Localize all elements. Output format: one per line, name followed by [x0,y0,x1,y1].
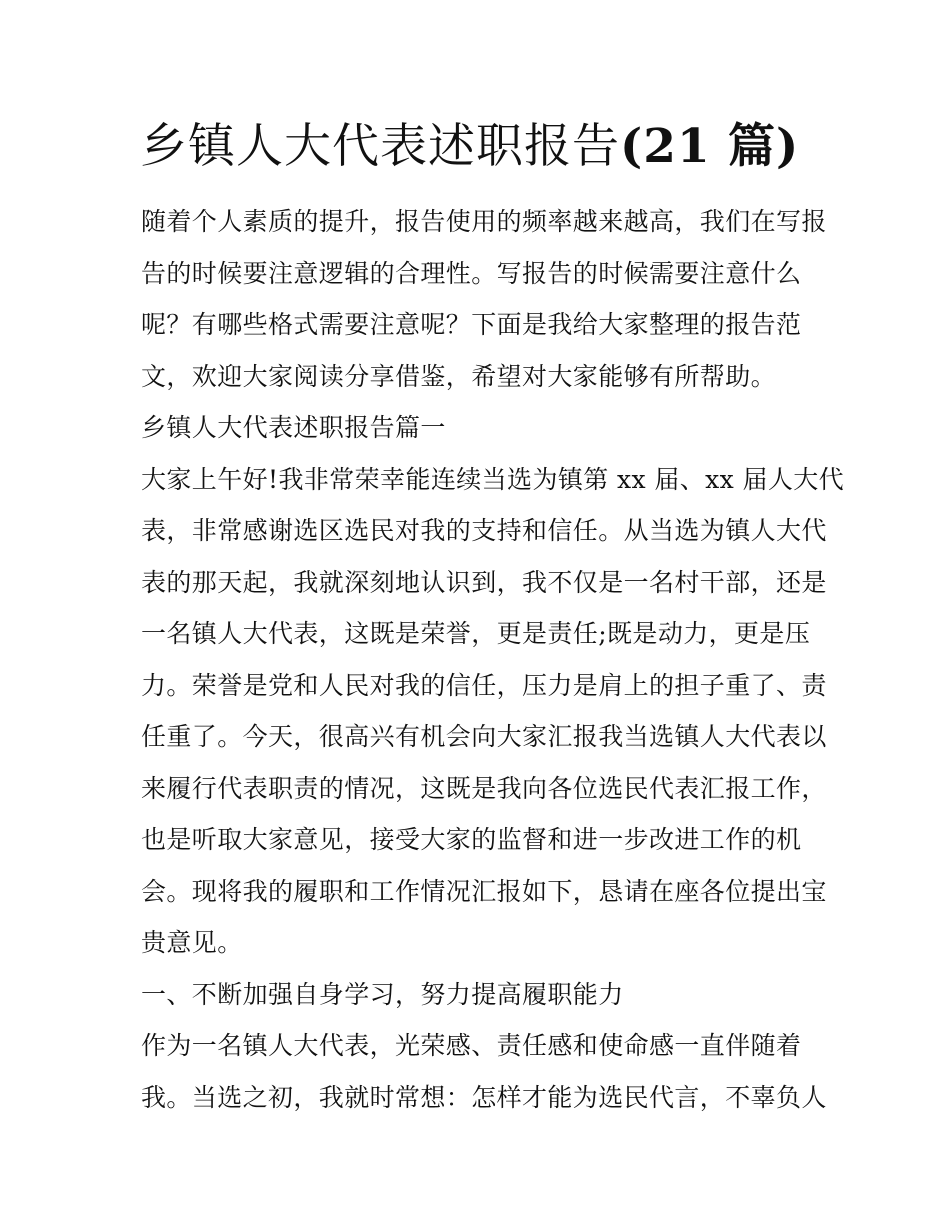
body-line: 告的时候要注意逻辑的合理性。写报告的时候需要注意什么 [141,258,802,288]
body-line: 会。现将我的履职和工作情况汇报如下，恳请在座各位提出宝 [141,876,827,906]
section-heading: 乡镇人大代表述职报告篇一 [141,413,446,442]
body-line: 作为一名镇人大代表，光荣感、责任感和使命感一直伴随着 [141,1031,802,1060]
body-line: 一名镇人大代表，这既是荣誉，更是责任;既是动力，更是压 [141,619,811,648]
body-line: 呢？有哪些格式需要注意呢？下面是我给大家整理的报告范 [141,310,802,339]
body-line: 我。当选之初，我就时常想：怎样才能为选民代言，不辜负人 [141,1082,827,1112]
body-line: 任重了。今天，很高兴有机会向大家汇报我当选镇人大代表以 [141,722,827,751]
body-line: 文，欢迎大家阅读分享借鉴，希望对大家能够有所帮助。 [141,361,777,391]
document-title [140,112,820,182]
body-line: 来履行代表职责的情况，这既是我向各位选民代表汇报工作， [141,773,827,803]
body-line: 力。荣誉是党和人民对我的信任，压力是肩上的担子重了、责 [141,670,827,700]
body-line: 也是听取大家意见，接受大家的监督和进一步改进工作的机 [141,825,802,854]
document-body [141,196,845,1123]
section-heading: 一、不断加强自身学习，努力提高履职能力 [141,979,624,1009]
body-line: 表，非常感谢选区选民对我的支持和信任。从当选为镇人大代 [141,516,827,545]
body-line: 随着个人素质的提升，报告使用的频率越来越高，我们在写报 [141,207,827,236]
body-line: 贵意见。 [141,928,243,957]
body-line: 大家上午好!我非常荣幸能连续当选为镇第 xx 届、xx 届人大代 [141,464,845,494]
title-main: 乡镇人大代表述职报告 [140,119,620,174]
body-line: 表的那天起，我就深刻地认识到，我不仅是一名村干部，还是 [141,567,827,597]
title-suffix: (21 篇) [620,119,800,174]
